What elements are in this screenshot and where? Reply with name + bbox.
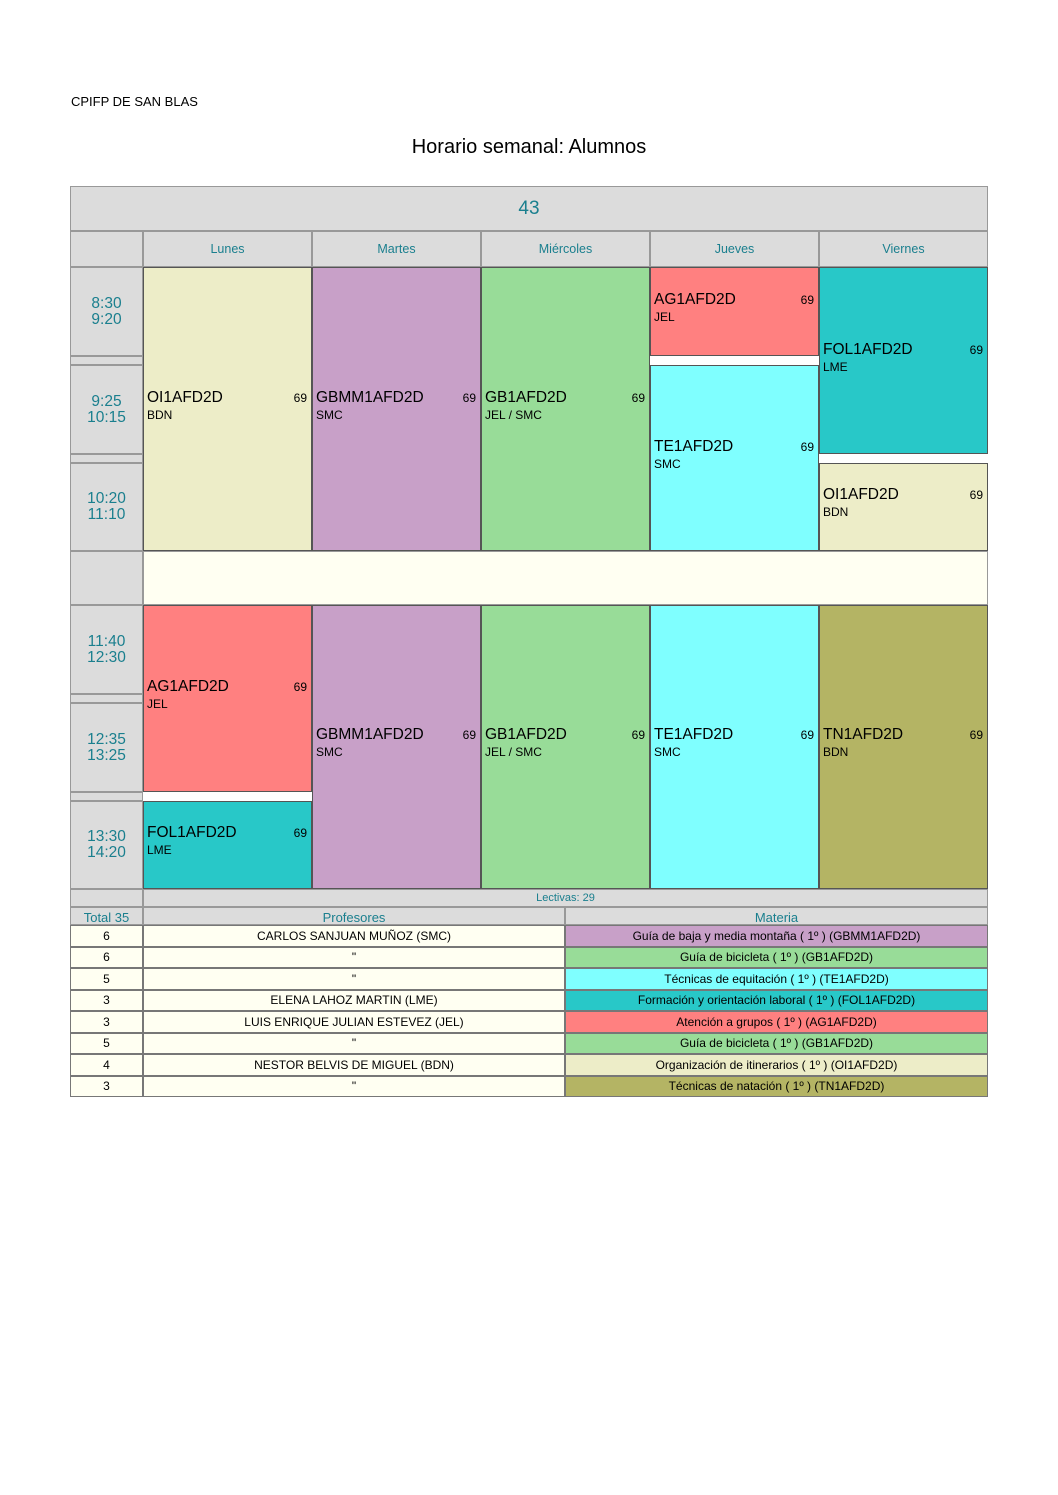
- time-start: 10:20: [87, 490, 126, 507]
- class-room: 69: [462, 391, 476, 405]
- school-name: CPIFP DE SAN BLAS: [71, 94, 198, 109]
- class-room: 69: [800, 440, 814, 454]
- class-code: GBMM1AFD2D: [316, 726, 424, 743]
- class-room: 69: [631, 391, 645, 405]
- table-row: [70, 947, 988, 969]
- class-teacher: SMC: [316, 745, 343, 759]
- class-block[interactable]: [650, 267, 819, 356]
- class-room: 69: [293, 391, 307, 405]
- class-block[interactable]: [143, 267, 312, 551]
- subject-name: Atención a grupos ( 1º ) (AG1AFD2D): [565, 1011, 988, 1033]
- class-block[interactable]: [819, 267, 988, 454]
- class-block[interactable]: [312, 267, 481, 551]
- table-row: [70, 1033, 988, 1055]
- class-block[interactable]: [481, 605, 650, 889]
- time-slot: [70, 267, 143, 356]
- day-header-miercoles: Miércoles: [481, 231, 650, 267]
- subject-name: Guía de baja y media montaña ( 1º ) (GBMM1AFD2D): [565, 925, 988, 947]
- class-teacher: BDN: [147, 408, 173, 422]
- hours-count: 4: [70, 1054, 143, 1076]
- class-room: 69: [800, 728, 814, 742]
- time-gap: [70, 792, 143, 801]
- class-code: GB1AFD2D: [485, 726, 567, 743]
- class-code: GBMM1AFD2D: [316, 389, 424, 406]
- time-end: 13:25: [87, 746, 126, 764]
- class-teacher: JEL / SMC: [485, 408, 542, 422]
- subject-name: Guía de bicicleta ( 1º ) (GB1AFD2D): [565, 1033, 988, 1055]
- class-room: 69: [969, 343, 983, 357]
- class-teacher: LME: [823, 360, 848, 374]
- subject-name: Organización de itinerarios ( 1º ) (OI1AFD2D): [565, 1054, 988, 1076]
- table-row: [70, 1054, 988, 1076]
- class-room: 69: [293, 680, 307, 694]
- class-block[interactable]: [481, 267, 650, 551]
- class-teacher: SMC: [654, 457, 681, 471]
- class-code: TN1AFD2D: [823, 726, 904, 743]
- class-teacher: SMC: [654, 745, 681, 759]
- teacher-name: LUIS ENRIQUE JULIAN ESTEVEZ (JEL): [143, 1011, 565, 1033]
- class-block[interactable]: [819, 463, 988, 551]
- time-start: 9:25: [91, 392, 122, 410]
- group-header: 43: [70, 186, 988, 231]
- time-gap: [70, 694, 143, 703]
- class-code: TE1AFD2D: [654, 726, 734, 743]
- hours-count: 3: [70, 1076, 143, 1098]
- class-code: OI1AFD2D: [823, 486, 899, 503]
- time-end: 14:20: [87, 844, 126, 861]
- teacher-name: ": [143, 1033, 565, 1055]
- class-code: TE1AFD2D: [654, 438, 734, 455]
- hours-count: 6: [70, 925, 143, 947]
- lectivas-count: Lectivas: 29: [143, 889, 988, 907]
- time-slot: [70, 605, 143, 694]
- break-row: [143, 551, 988, 605]
- time-start: 11:40: [87, 632, 126, 650]
- class-block[interactable]: [819, 605, 988, 889]
- hours-count: 5: [70, 1033, 143, 1055]
- class-room: 69: [800, 293, 814, 307]
- teacher-name: CARLOS SANJUAN MUÑOZ (SMC): [143, 925, 565, 947]
- teacher-name: ": [143, 947, 565, 969]
- hours-count: 3: [70, 1011, 143, 1033]
- table-row: [70, 1076, 988, 1098]
- day-header-martes: Martes: [312, 231, 481, 267]
- class-teacher: JEL: [147, 697, 168, 711]
- class-block[interactable]: [312, 605, 481, 889]
- table-row: [70, 1011, 988, 1033]
- class-code: OI1AFD2D: [147, 389, 223, 406]
- subject-name: Formación y orientación laboral ( 1º ) (FOL1AFD2D): [565, 990, 988, 1012]
- class-code: FOL1AFD2D: [147, 824, 237, 841]
- time-start: 13:30: [87, 828, 126, 845]
- teacher-name: ELENA LAHOZ MARTIN (LME): [143, 990, 565, 1012]
- table-row: [70, 968, 988, 990]
- class-block[interactable]: [650, 365, 819, 551]
- table-row: [70, 990, 988, 1012]
- time-end: 9:20: [91, 310, 122, 328]
- teacher-name: ": [143, 968, 565, 990]
- class-code: AG1AFD2D: [147, 678, 229, 695]
- class-code: GB1AFD2D: [485, 389, 567, 406]
- time-gap: [70, 454, 143, 463]
- table-row: [70, 925, 988, 947]
- page-title: Horario semanal: Alumnos: [411, 136, 647, 158]
- class-teacher: JEL: [654, 310, 675, 324]
- time-end: 11:10: [87, 506, 126, 523]
- class-room: 69: [969, 728, 983, 742]
- hours-count: 5: [70, 968, 143, 990]
- subject-name: Guía de bicicleta ( 1º ) (GB1AFD2D): [565, 947, 988, 969]
- day-header-jueves: Jueves: [650, 231, 819, 267]
- time-end: 10:15: [87, 408, 126, 426]
- class-room: 69: [631, 728, 645, 742]
- time-slot: [70, 365, 143, 454]
- time-start: 8:30: [91, 294, 122, 312]
- day-header-viernes: Viernes: [819, 231, 988, 267]
- subject-name: Técnicas de natación ( 1º ) (TN1AFD2D): [565, 1076, 988, 1098]
- time-gap: [70, 356, 143, 365]
- time-start: 12:35: [87, 730, 126, 748]
- summary-total: Total 35: [70, 907, 143, 925]
- class-teacher: SMC: [316, 408, 343, 422]
- class-room: 69: [293, 826, 307, 840]
- class-block[interactable]: [143, 605, 312, 792]
- summary-teachers-header: Profesores: [143, 907, 565, 925]
- subject-name: Técnicas de equitación ( 1º ) (TE1AFD2D): [565, 968, 988, 990]
- class-code: FOL1AFD2D: [823, 341, 913, 358]
- class-code: AG1AFD2D: [654, 291, 736, 308]
- lectivas-corner: [70, 889, 143, 907]
- teacher-name: NESTOR BELVIS DE MIGUEL (BDN): [143, 1054, 565, 1076]
- class-teacher: BDN: [823, 505, 849, 519]
- class-block[interactable]: [143, 801, 312, 889]
- time-slot: [70, 801, 143, 889]
- day-header-lunes: Lunes: [143, 231, 312, 267]
- class-room: 69: [969, 488, 983, 502]
- time-slot: [70, 703, 143, 792]
- class-teacher: JEL / SMC: [485, 745, 542, 759]
- hours-count: 3: [70, 990, 143, 1012]
- time-end: 12:30: [87, 648, 126, 666]
- time-slot: [70, 463, 143, 551]
- corner-cell: [70, 231, 143, 267]
- summary-subject-header: Materia: [565, 907, 988, 925]
- class-teacher: BDN: [823, 745, 849, 759]
- teacher-name: ": [143, 1076, 565, 1098]
- class-block[interactable]: [650, 605, 819, 889]
- class-teacher: LME: [147, 843, 172, 857]
- break-time-cell: [70, 551, 143, 605]
- hours-count: 6: [70, 947, 143, 969]
- class-room: 69: [462, 728, 476, 742]
